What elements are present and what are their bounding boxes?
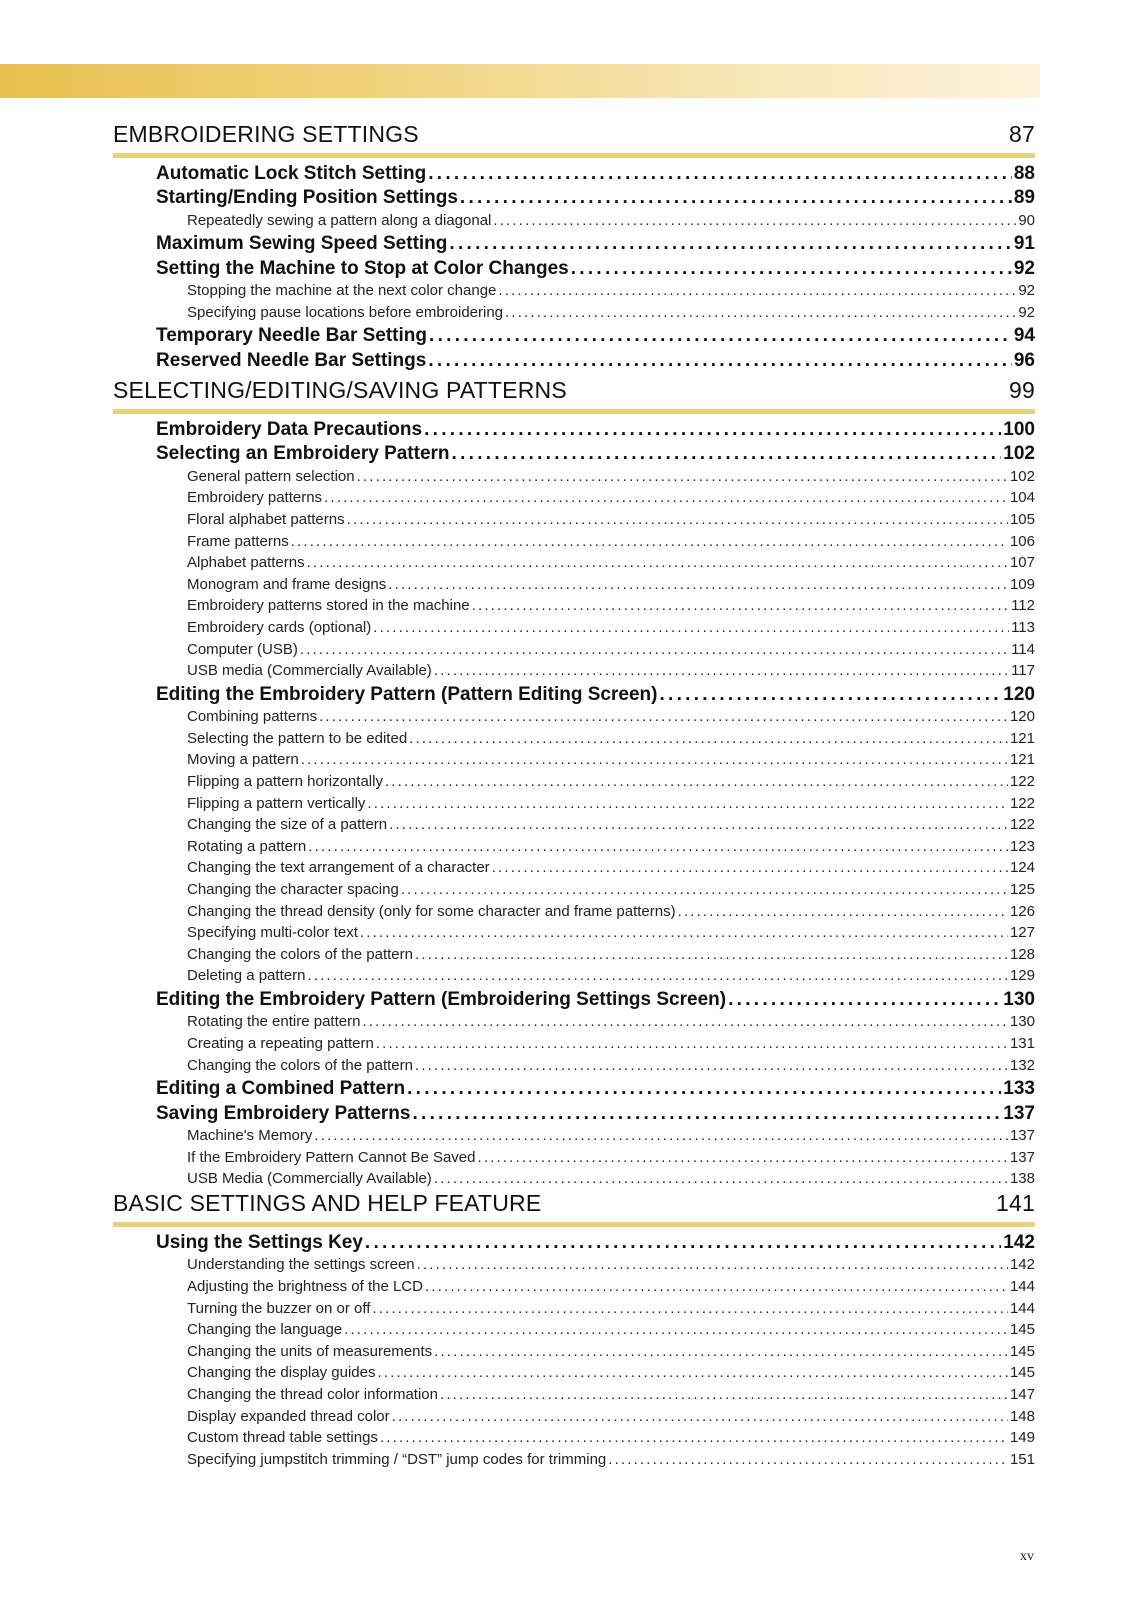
entry-page: 120 xyxy=(1003,683,1035,705)
entry-page: 104 xyxy=(1009,489,1035,507)
entry-title: Saving Embroidery Patterns xyxy=(156,1102,411,1124)
toc-section-saving-embroidery-patterns[interactable] xyxy=(156,1103,1035,1127)
toc-section-selecting-an-embroidery-pattern[interactable] xyxy=(156,443,1035,467)
entry-title: Changing the language xyxy=(187,1321,343,1339)
entry-page: 94 xyxy=(1013,325,1035,347)
dot-leader xyxy=(498,282,1016,299)
entry-page: 133 xyxy=(1003,1078,1035,1100)
entry-page: 124 xyxy=(1009,859,1035,877)
dot-leader xyxy=(434,1343,1008,1360)
entry-title: Changing the text arrangement of a character xyxy=(187,859,490,877)
dot-leader xyxy=(409,730,1008,747)
dot-leader xyxy=(401,881,1008,898)
dot-leader xyxy=(376,1035,1008,1052)
dot-leader xyxy=(429,325,1012,347)
entry-title: Combining patterns xyxy=(187,708,318,726)
toc-subentry-embroidery-cards-optional[interactable] xyxy=(187,619,1035,640)
dot-leader xyxy=(728,989,1001,1011)
toc-section-setting-the-machine-to-stop-at-color-changes[interactable] xyxy=(156,258,1035,282)
dot-leader xyxy=(493,212,1016,229)
entry-page: 113 xyxy=(1011,619,1035,636)
toc-subentry-embroidery-patterns[interactable] xyxy=(187,489,1035,510)
entry-title: Editing a Combined Pattern xyxy=(156,1078,406,1100)
entry-page: 117 xyxy=(1011,662,1035,680)
entry-page: 92 xyxy=(1013,257,1035,279)
toc-section-temporary-needle-bar-setting[interactable] xyxy=(156,325,1035,349)
entry-title: Changing the thread density (only for some character and frame patterns) xyxy=(187,902,676,920)
toc-subentry-changing-the-display-guides[interactable] xyxy=(187,1364,1035,1385)
toc-section-using-the-settings-key[interactable] xyxy=(156,1232,1035,1256)
dot-leader xyxy=(301,751,1008,768)
entry-page: 109 xyxy=(1009,575,1035,593)
dot-leader xyxy=(365,1232,1001,1254)
dot-leader xyxy=(472,597,1009,614)
entry-title: Maximum Sewing Speed Setting xyxy=(156,233,448,255)
toc-subentry-moving-a-pattern[interactable] xyxy=(187,751,1035,772)
dot-leader xyxy=(344,1321,1008,1338)
toc-subentry-frame-patterns[interactable] xyxy=(187,533,1035,554)
toc-subentry-if-the-embroidery-pattern-cannot-be-saved[interactable] xyxy=(187,1149,1035,1170)
entry-title: Deleting a pattern xyxy=(187,967,306,985)
chapter-title: SELECTING/EDITING/SAVING PATTERNS xyxy=(113,377,567,403)
entry-title: Machine's Memory xyxy=(187,1127,313,1144)
entry-title: Flipping a pattern vertically xyxy=(187,794,366,812)
dot-leader xyxy=(428,350,1012,372)
entry-page: 120 xyxy=(1009,708,1035,726)
entry-page: 137 xyxy=(1009,1148,1035,1166)
dot-leader xyxy=(388,576,1008,593)
entry-page: 148 xyxy=(1009,1407,1035,1425)
entry-title: Adjusting the brightness of the LCD xyxy=(187,1278,423,1295)
dot-leader xyxy=(425,1278,1008,1295)
dot-leader xyxy=(415,946,1008,963)
entry-page: 145 xyxy=(1009,1342,1035,1360)
toc-subentry-turning-the-buzzer-on-or-off[interactable] xyxy=(187,1300,1035,1321)
toc-subentry-changing-the-size-of-a-pattern[interactable] xyxy=(187,816,1035,837)
entry-title: Changing the size of a pattern xyxy=(187,816,388,834)
entry-page: 121 xyxy=(1009,751,1035,769)
entry-page: 149 xyxy=(1009,1429,1035,1447)
toc-subentry-embroidery-patterns-stored-in-the-machine[interactable] xyxy=(187,597,1035,618)
entry-page: 106 xyxy=(1009,532,1035,550)
entry-title: Custom thread table settings xyxy=(187,1429,378,1447)
entry-title: Creating a repeating pattern xyxy=(187,1035,374,1052)
dot-leader xyxy=(360,924,1008,941)
toc-subentry-changing-the-language[interactable] xyxy=(187,1321,1035,1342)
entry-page: 130 xyxy=(1003,989,1035,1010)
dot-leader xyxy=(377,1364,1008,1381)
toc-subentry-usb-media-commercially-available[interactable] xyxy=(187,662,1035,683)
dot-leader xyxy=(492,859,1008,876)
dot-leader xyxy=(505,304,1016,321)
chapter-heading-selecting-editing-saving-patterns xyxy=(113,374,1035,414)
chapter-page: 87 xyxy=(1009,121,1035,147)
entry-title: USB Media (Commercially Available) xyxy=(187,1170,432,1188)
dot-leader xyxy=(428,163,1012,185)
toc-subentry-floral-alphabet-patterns[interactable] xyxy=(187,511,1035,532)
dot-leader xyxy=(608,1451,1008,1468)
entry-title: Computer (USB) xyxy=(187,640,298,658)
entry-title: Editing the Embroidery Pattern (Pattern Editing Screen) xyxy=(156,683,658,705)
dot-leader xyxy=(291,533,1008,550)
page-number: xv xyxy=(1020,1549,1034,1564)
entry-page: 137 xyxy=(1009,1127,1035,1144)
entry-page: 105 xyxy=(1009,511,1035,528)
dot-leader xyxy=(478,1149,1008,1166)
entry-title: Stopping the machine at the next color change xyxy=(187,282,497,300)
toc-subentry-changing-the-character-spacing[interactable] xyxy=(187,881,1035,902)
entry-page: 142 xyxy=(1003,1232,1035,1253)
entry-page: 144 xyxy=(1009,1278,1035,1295)
toc-subentry-flipping-a-pattern-vertically[interactable] xyxy=(187,795,1035,816)
entry-page: 122 xyxy=(1009,773,1035,790)
entry-page: 100 xyxy=(1003,419,1035,440)
entry-page: 128 xyxy=(1009,945,1035,963)
dot-leader xyxy=(415,1057,1008,1074)
entry-title: Moving a pattern xyxy=(187,751,299,769)
dot-leader xyxy=(347,511,1008,528)
entry-page: 132 xyxy=(1009,1056,1035,1074)
toc-subentry-rotating-the-entire-pattern[interactable] xyxy=(187,1013,1035,1034)
toc-subentry-understanding-the-settings-screen[interactable] xyxy=(187,1256,1035,1277)
toc-section-editing-the-embroidery-pattern-pattern-editing-screen[interactable] xyxy=(156,684,1035,708)
entry-page: 92 xyxy=(1018,303,1035,321)
toc-subentry-creating-a-repeating-pattern[interactable] xyxy=(187,1035,1035,1056)
dot-leader xyxy=(324,489,1008,506)
entry-title: Reserved Needle Bar Settings xyxy=(156,349,427,371)
toc-section-starting-ending-position-settings[interactable] xyxy=(156,187,1035,211)
entry-title: Specifying jumpstitch trimming / “DST” jump codes for trimming xyxy=(187,1450,607,1468)
toc-subentry-specifying-pause-locations-before-embroidering[interactable] xyxy=(187,304,1035,325)
entry-title: General pattern selection xyxy=(187,467,355,485)
toc-subentry-combining-patterns[interactable] xyxy=(187,708,1035,729)
entry-page: 130 xyxy=(1009,1013,1035,1031)
dot-leader xyxy=(392,1408,1008,1425)
dot-leader xyxy=(314,1127,1008,1144)
toc-subentry-specifying-jumpstitch-trimming-dst-jump-codes-for-trimming[interactable] xyxy=(187,1451,1035,1472)
entry-title: Changing the colors of the pattern xyxy=(187,1056,413,1074)
entry-page: 114 xyxy=(1011,640,1035,658)
entry-title: Repeatedly sewing a pattern along a diagonal xyxy=(187,211,492,229)
entry-page: 123 xyxy=(1009,837,1035,855)
entry-title: Rotating the entire pattern xyxy=(187,1013,361,1031)
dot-leader xyxy=(307,554,1008,571)
entry-page: 121 xyxy=(1009,729,1035,747)
entry-page: 131 xyxy=(1009,1035,1035,1052)
toc-section-maximum-sewing-speed-setting[interactable] xyxy=(156,233,1035,257)
dot-leader xyxy=(307,967,1008,984)
dot-leader xyxy=(389,816,1008,833)
entry-page: 129 xyxy=(1009,967,1035,985)
dot-leader xyxy=(357,468,1008,485)
toc-subentry-changing-the-thread-density-only-for-some-character-and-fram[interactable] xyxy=(187,903,1035,924)
toc-subentry-custom-thread-table-settings[interactable] xyxy=(187,1429,1035,1450)
toc-subentry-display-expanded-thread-color[interactable] xyxy=(187,1408,1035,1429)
dot-leader xyxy=(678,903,1008,920)
toc-section-reserved-needle-bar-settings[interactable] xyxy=(156,350,1035,374)
chapter-title: BASIC SETTINGS AND HELP FEATURE xyxy=(113,1190,542,1216)
entry-title: Flipping a pattern horizontally xyxy=(187,773,383,790)
entry-page: 138 xyxy=(1009,1170,1035,1188)
entry-title: Floral alphabet patterns xyxy=(187,511,345,528)
entry-title: Embroidery patterns xyxy=(187,489,323,507)
toc-subentry-general-pattern-selection[interactable] xyxy=(187,468,1035,489)
toc-subentry-changing-the-text-arrangement-of-a-character[interactable] xyxy=(187,859,1035,880)
entry-page: 89 xyxy=(1013,187,1035,209)
entry-title: Selecting the pattern to be edited xyxy=(187,729,408,747)
dot-leader xyxy=(424,419,1001,441)
entry-title: Embroidery patterns stored in the machine xyxy=(187,597,470,615)
toc-section-automatic-lock-stitch-setting[interactable] xyxy=(156,163,1035,187)
entry-page: 92 xyxy=(1018,282,1035,300)
entry-title: Starting/Ending Position Settings xyxy=(156,187,458,209)
dot-leader xyxy=(372,1300,1008,1317)
entry-page: 127 xyxy=(1009,924,1035,942)
entry-title: Selecting an Embroidery Pattern xyxy=(156,443,450,465)
toc-subentry-selecting-the-pattern-to-be-edited[interactable] xyxy=(187,730,1035,751)
toc-subentry-changing-the-colors-of-the-pattern[interactable] xyxy=(187,946,1035,967)
toc-subentry-deleting-a-pattern[interactable] xyxy=(187,967,1035,988)
toc-section-embroidery-data-precautions[interactable] xyxy=(156,419,1035,443)
entry-title: Turning the buzzer on or off xyxy=(187,1299,371,1317)
toc-subentry-specifying-multi-color-text[interactable] xyxy=(187,924,1035,945)
dot-leader xyxy=(434,662,1009,679)
chapter-heading-basic-settings-and-help-feature xyxy=(113,1187,1035,1227)
toc-subentry-flipping-a-pattern-horizontally[interactable] xyxy=(187,773,1035,794)
chapter-title: EMBROIDERING SETTINGS xyxy=(113,121,419,147)
dot-leader xyxy=(434,1170,1008,1187)
entry-page: 125 xyxy=(1009,881,1035,898)
dot-leader xyxy=(362,1013,1008,1030)
toc-subentry-changing-the-colors-of-the-pattern[interactable] xyxy=(187,1057,1035,1078)
toc-subentry-adjusting-the-brightness-of-the-lcd[interactable] xyxy=(187,1278,1035,1299)
entry-page: 112 xyxy=(1011,597,1035,615)
entry-page: 126 xyxy=(1009,902,1035,920)
entry-title: Understanding the settings screen xyxy=(187,1256,415,1274)
entry-title: Rotating a pattern xyxy=(187,837,307,855)
toc-subentry-computer-usb[interactable] xyxy=(187,641,1035,662)
entry-page: 147 xyxy=(1009,1386,1035,1403)
entry-page: 151 xyxy=(1009,1450,1035,1468)
entry-page: 91 xyxy=(1013,233,1035,255)
dot-leader xyxy=(367,795,1008,812)
toc-subentry-machine-s-memory[interactable] xyxy=(187,1127,1035,1148)
entry-title: Editing the Embroidery Pattern (Embroidering Settings Screen) xyxy=(156,989,727,1010)
entry-title: Automatic Lock Stitch Setting xyxy=(156,163,427,184)
entry-page: 137 xyxy=(1003,1102,1035,1124)
dot-leader xyxy=(319,708,1008,725)
dot-leader xyxy=(460,187,1012,209)
entry-title: USB media (Commercially Available) xyxy=(187,662,432,680)
entry-page: 122 xyxy=(1009,816,1035,834)
chapter-page: 99 xyxy=(1009,377,1035,403)
dot-leader xyxy=(373,619,1009,636)
entry-title: Using the Settings Key xyxy=(156,1232,363,1253)
entry-title: Display expanded thread color xyxy=(187,1407,390,1425)
entry-title: Frame patterns xyxy=(187,532,289,550)
chapter-page: 141 xyxy=(996,1190,1035,1216)
entry-title: Changing the colors of the pattern xyxy=(187,945,413,963)
entry-title: Specifying multi-color text xyxy=(187,924,358,942)
entry-page: 107 xyxy=(1009,554,1035,572)
entry-page: 145 xyxy=(1009,1364,1035,1382)
entry-title: Changing the units of measurements xyxy=(187,1342,433,1360)
dot-leader xyxy=(308,838,1008,855)
dot-leader xyxy=(412,1103,1001,1125)
dot-leader xyxy=(380,1429,1008,1446)
chapter-heading-embroidering-settings xyxy=(113,118,1035,158)
entry-page: 102 xyxy=(1003,443,1035,465)
toc-subentry-rotating-a-pattern[interactable] xyxy=(187,838,1035,859)
entry-page: 88 xyxy=(1013,163,1035,184)
entry-title: Alphabet patterns xyxy=(187,554,305,572)
dot-leader xyxy=(300,641,1009,658)
entry-page: 90 xyxy=(1018,211,1035,229)
dot-leader xyxy=(407,1078,1001,1100)
entry-title: Setting the Machine to Stop at Color Changes xyxy=(156,257,569,279)
entry-title: Embroidery cards (optional) xyxy=(187,619,372,636)
dot-leader xyxy=(417,1256,1008,1273)
dot-leader xyxy=(571,258,1012,280)
entry-page: 144 xyxy=(1009,1299,1035,1317)
dot-leader xyxy=(449,233,1011,255)
entry-title: Monogram and frame designs xyxy=(187,575,387,593)
entry-title: If the Embroidery Pattern Cannot Be Saved xyxy=(187,1148,476,1166)
entry-page: 102 xyxy=(1009,467,1035,485)
entry-title: Specifying pause locations before embroidering xyxy=(187,303,504,321)
entry-page: 122 xyxy=(1009,794,1035,812)
toc-subentry-monogram-and-frame-designs[interactable] xyxy=(187,576,1035,597)
toc-subentry-stopping-the-machine-at-the-next-color-change[interactable] xyxy=(187,282,1035,303)
entry-page: 96 xyxy=(1013,349,1035,371)
dot-leader xyxy=(385,773,1008,790)
dot-leader xyxy=(452,443,1002,465)
dot-leader xyxy=(440,1386,1008,1403)
entry-title: Temporary Needle Bar Setting xyxy=(156,325,428,347)
entry-page: 145 xyxy=(1009,1321,1035,1339)
entry-title: Changing the character spacing xyxy=(187,881,399,898)
toc-subentry-changing-the-thread-color-information[interactable] xyxy=(187,1386,1035,1407)
entry-title: Changing the thread color information xyxy=(187,1386,438,1403)
entry-page: 142 xyxy=(1009,1256,1035,1274)
toc-subentry-alphabet-patterns[interactable] xyxy=(187,554,1035,575)
toc-section-editing-a-combined-pattern[interactable] xyxy=(156,1078,1035,1102)
entry-title: Changing the display guides xyxy=(187,1364,376,1382)
toc-section-editing-the-embroidery-pattern-embroidering-settings-screen[interactable] xyxy=(156,989,1035,1013)
toc-subentry-repeatedly-sewing-a-pattern-along-a-diagonal[interactable] xyxy=(187,212,1035,233)
entry-title: Embroidery Data Precautions xyxy=(156,419,423,440)
dot-leader xyxy=(659,684,1001,706)
toc-subentry-changing-the-units-of-measurements[interactable] xyxy=(187,1343,1035,1364)
